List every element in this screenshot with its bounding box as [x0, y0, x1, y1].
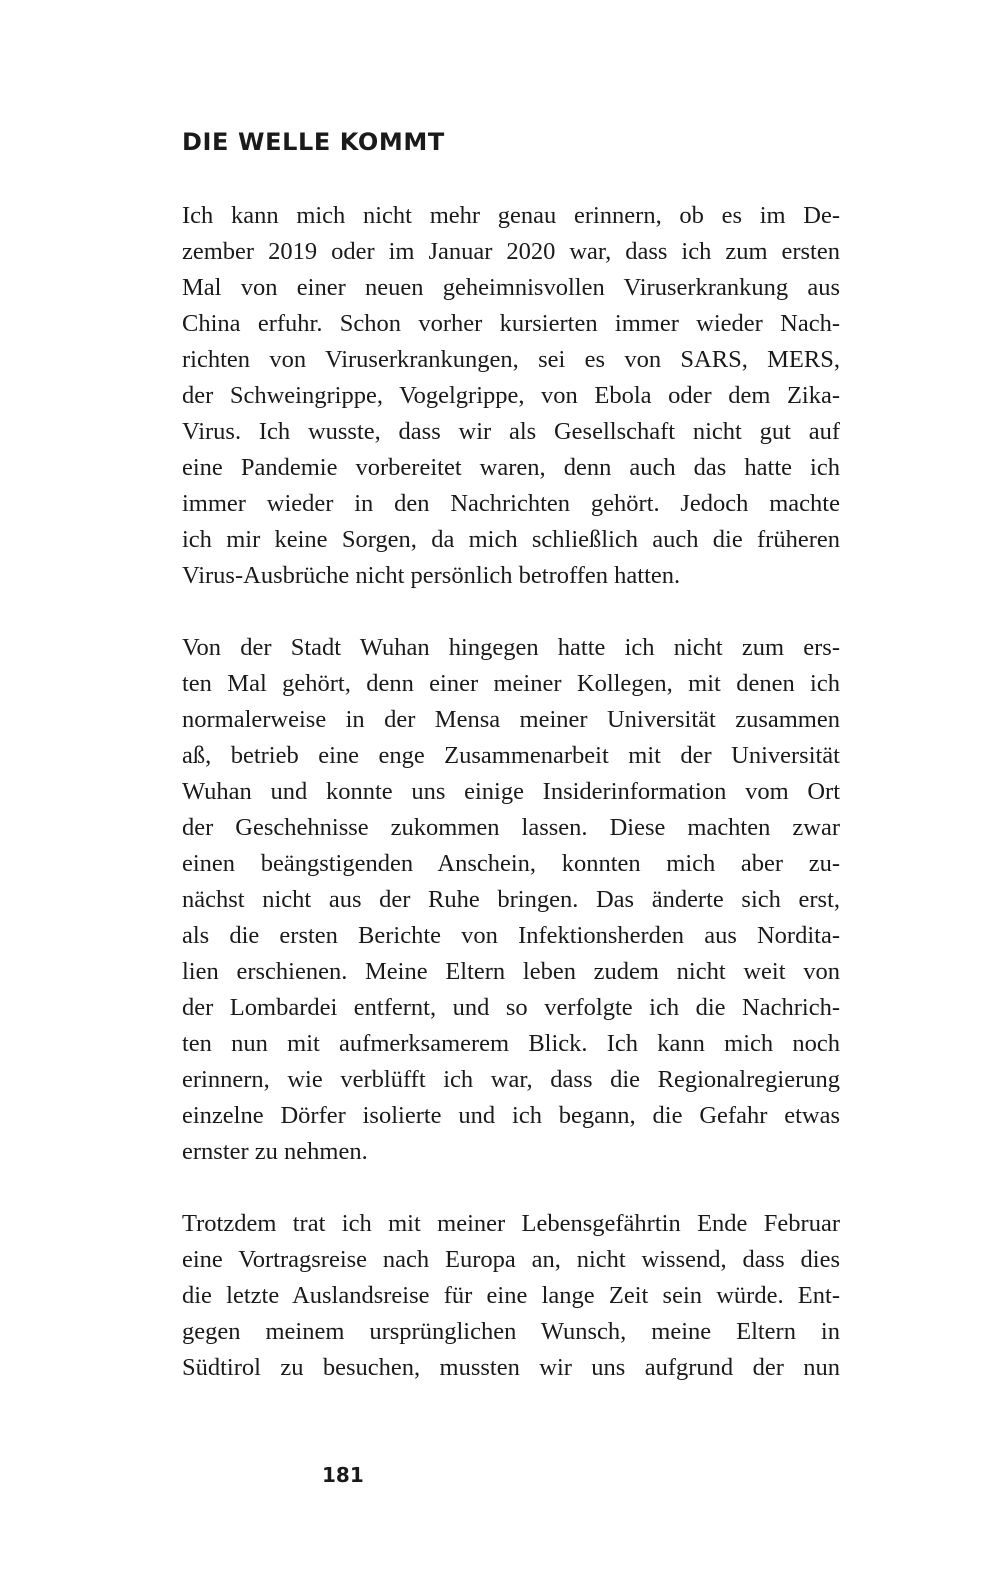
- paragraph-1: [182, 198, 840, 594]
- paragraph-2: [182, 630, 840, 1170]
- text-line: Südtirol zu besuchen, mussten wir uns aufgrund der nun: [182, 1354, 840, 1381]
- text-line: einzelne Dörfer isolierte und ich begann, die Gefahr etwas: [182, 1102, 840, 1129]
- text-line: China erfuhr. Schon vorher kursierten immer wieder Nach-: [182, 310, 840, 337]
- text-line: Virus-Ausbrüche nicht persönlich betroffen hatten.: [182, 562, 681, 589]
- text-line: gegen meinem ursprünglichen Wunsch, meine Eltern in: [182, 1318, 840, 1345]
- text-line: eine Pandemie vorbereitet waren, denn auch das hatte ich: [182, 454, 840, 481]
- text-line: der Schweingrippe, Vogelgrippe, von Ebola oder dem Zika-: [182, 382, 840, 409]
- text-line: Virus. Ich wusste, dass wir als Gesellschaft nicht gut auf: [182, 418, 840, 445]
- text-line: Mal von einer neuen geheimnisvollen Viruserkrankung aus: [182, 274, 840, 301]
- text-line: immer wieder in den Nachrichten gehört. Jedoch machte: [182, 490, 840, 517]
- text-line: Von der Stadt Wuhan hingegen hatte ich nicht zum ers-: [182, 634, 840, 661]
- text-line: nächst nicht aus der Ruhe bringen. Das änderte sich erst,: [182, 886, 840, 913]
- text-line: Trotzdem trat ich mit meiner Lebensgefährtin Ende Februar: [182, 1210, 840, 1237]
- text-line: der Lombardei entfernt, und so verfolgte ich die Nachrich-: [182, 994, 840, 1021]
- text-line: ich mir keine Sorgen, da mich schließlich auch die früheren: [182, 526, 840, 553]
- text-line: Ich kann mich nicht mehr genau erinnern, ob es im De-: [182, 202, 840, 229]
- chapter-title: DIE WELLE KOMMT: [182, 128, 445, 156]
- text-line: zember 2019 oder im Januar 2020 war, dass ich zum ersten: [182, 238, 840, 265]
- text-line: der Geschehnisse zukommen lassen. Diese machten zwar: [182, 814, 840, 841]
- body-text: [182, 198, 840, 1422]
- page-number: 181: [322, 1463, 364, 1487]
- text-line: normalerweise in der Mensa meiner Universität zusammen: [182, 706, 840, 733]
- text-line: richten von Viruserkrankungen, sei es von SARS, MERS,: [182, 346, 840, 373]
- text-line: erinnern, wie verblüfft ich war, dass die Regionalregierung: [182, 1066, 840, 1093]
- text-line: ernster zu nehmen.: [182, 1138, 368, 1165]
- book-page: [182, 0, 840, 1593]
- text-line: einen beängstigenden Anschein, konnten mich aber zu-: [182, 850, 840, 877]
- text-line: als die ersten Berichte von Infektionsherden aus Nordita-: [182, 922, 840, 949]
- text-line: ten Mal gehört, denn einer meiner Kollegen, mit denen ich: [182, 670, 840, 697]
- text-line: die letzte Auslandsreise für eine lange Zeit sein würde. Ent-: [182, 1282, 840, 1309]
- text-line: aß, betrieb eine enge Zusammenarbeit mit der Universität: [182, 742, 840, 769]
- text-line: lien erschienen. Meine Eltern leben zudem nicht weit von: [182, 958, 840, 985]
- text-line: Wuhan und konnte uns einige Insiderinformation vom Ort: [182, 778, 840, 805]
- text-line: eine Vortragsreise nach Europa an, nicht wissend, dass dies: [182, 1246, 840, 1273]
- paragraph-3: [182, 1206, 840, 1386]
- text-line: ten nun mit aufmerksamerem Blick. Ich kann mich noch: [182, 1030, 840, 1057]
